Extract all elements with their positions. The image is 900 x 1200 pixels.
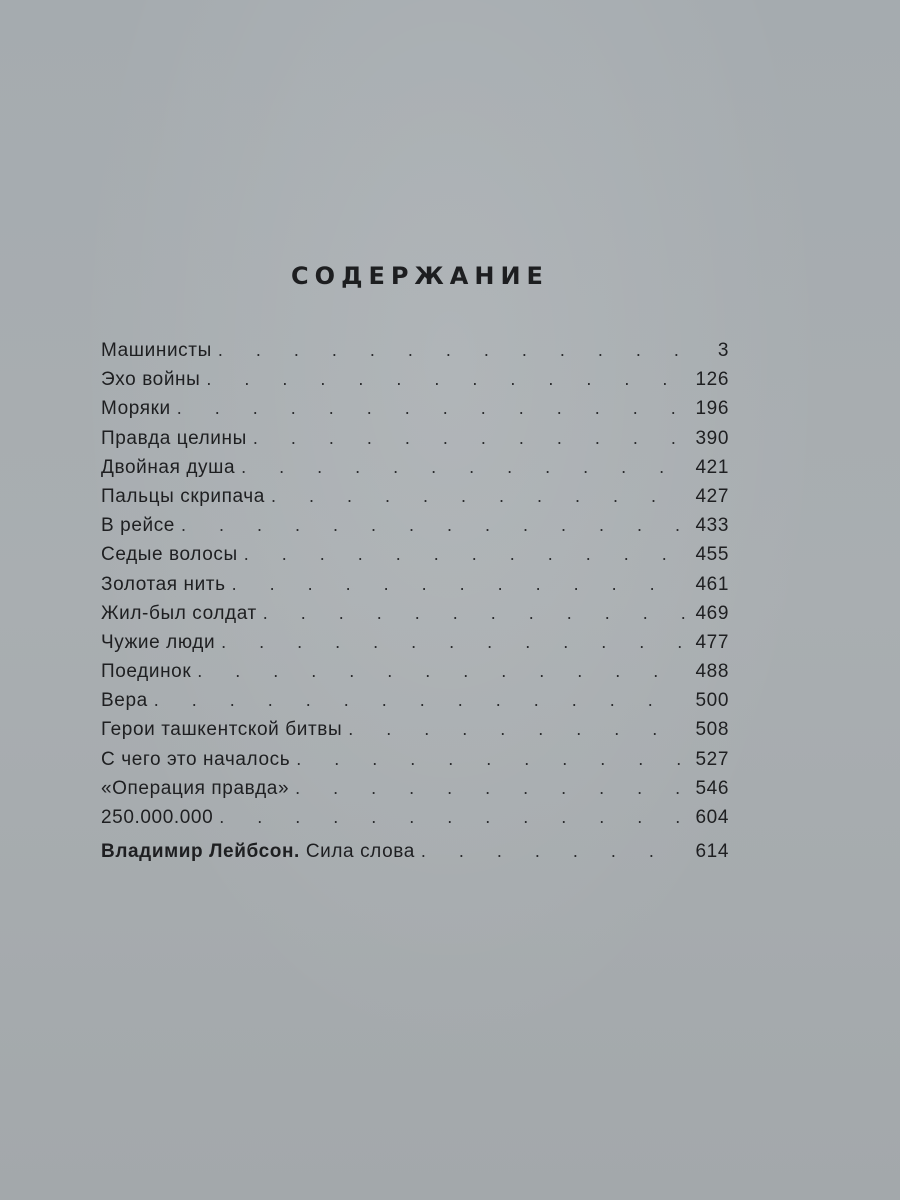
toc-entry-page: 527 xyxy=(695,748,729,770)
toc-entry-page: 433 xyxy=(695,515,729,537)
toc-leader-dots xyxy=(221,632,687,653)
toc-entry-title: Моряки xyxy=(101,398,171,420)
contents-heading: СОДЕРЖАНИЕ xyxy=(291,262,549,290)
toc-entry-title: Поединок xyxy=(101,661,192,683)
toc-entry xyxy=(101,457,729,486)
toc-entry-page: 469 xyxy=(695,602,729,624)
toc-entry-title: Жил-был солдат xyxy=(101,602,257,624)
table-of-contents xyxy=(101,340,729,870)
toc-entry-title xyxy=(101,841,421,863)
toc-entry xyxy=(101,544,729,573)
toc-leader-dots xyxy=(253,428,687,449)
toc-entry-title: Чужие люди xyxy=(101,631,216,653)
toc-entry xyxy=(101,632,729,661)
toc-entry xyxy=(101,515,729,544)
toc-entry-page: 390 xyxy=(695,427,729,449)
toc-entry-title: Двойная душа xyxy=(101,456,236,478)
toc-leader-dots xyxy=(271,486,687,507)
toc-entry-page: 421 xyxy=(695,456,729,478)
toc-entry-title: Герои ташкентской битвы xyxy=(101,719,343,741)
toc-entry-title: Правда целины xyxy=(101,427,247,449)
toc-leader-dots xyxy=(296,749,687,770)
toc-entry-title: Золотая нить xyxy=(101,573,226,595)
afterword-author: Владимир Лейбсон. xyxy=(101,841,300,863)
toc-entry-page: 614 xyxy=(695,841,729,863)
toc-entry-page: 455 xyxy=(695,544,729,566)
toc-entry-page: 508 xyxy=(695,719,729,741)
toc-entry-title: В рейсе xyxy=(101,515,175,537)
toc-entry xyxy=(101,369,729,398)
toc-entry-page: 126 xyxy=(695,369,729,391)
toc-entry-title: Пальцы скрипача xyxy=(101,485,265,507)
toc-entry-title: «Операция правда» xyxy=(101,777,290,799)
toc-entry-page: 488 xyxy=(695,661,729,683)
toc-leader-dots xyxy=(206,369,687,390)
toc-entry-title: Седые волосы xyxy=(101,544,238,566)
toc-leader-dots xyxy=(348,719,687,740)
toc-entry-title: Эхо войны xyxy=(101,369,201,391)
toc-entry-page: 546 xyxy=(695,777,729,799)
toc-leader-dots xyxy=(218,340,687,361)
toc-entry xyxy=(101,690,729,719)
toc-leader-dots xyxy=(219,807,687,828)
afterword-title: Сила слова xyxy=(305,841,415,863)
toc-afterword-entry xyxy=(101,841,729,870)
toc-entry-title: 250.000.000 xyxy=(101,807,214,828)
toc-entry-page: 427 xyxy=(695,485,729,507)
toc-entry xyxy=(101,778,729,807)
toc-leader-dots xyxy=(177,398,687,419)
toc-leader-dots xyxy=(232,574,687,595)
toc-leader-dots xyxy=(197,661,687,682)
toc-entry-title: Машинисты xyxy=(101,340,212,361)
toc-entry-page: 196 xyxy=(695,398,729,420)
toc-entry xyxy=(101,807,729,836)
toc-entry-title: С чего это началось xyxy=(101,748,291,770)
toc-leader-dots xyxy=(263,603,687,624)
toc-entry xyxy=(101,719,729,748)
toc-entry xyxy=(101,398,729,427)
toc-entry-page: 461 xyxy=(695,573,729,595)
toc-entry xyxy=(101,749,729,778)
toc-entry xyxy=(101,486,729,515)
toc-entry-page: 3 xyxy=(717,340,729,361)
toc-leader-dots xyxy=(295,778,687,799)
toc-entry xyxy=(101,428,729,457)
toc-entry-page: 500 xyxy=(695,690,729,712)
toc-entry xyxy=(101,574,729,603)
toc-entry-page: 477 xyxy=(695,631,729,653)
toc-leader-dots xyxy=(241,457,687,478)
toc-entry xyxy=(101,340,729,369)
toc-leader-dots xyxy=(154,690,687,711)
toc-leader-dots xyxy=(421,841,687,862)
toc-entry-page: 604 xyxy=(695,807,729,828)
toc-entry xyxy=(101,603,729,632)
toc-leader-dots xyxy=(181,515,687,536)
toc-entry-title: Вера xyxy=(101,690,148,712)
toc-leader-dots xyxy=(244,544,687,565)
toc-entry xyxy=(101,661,729,690)
